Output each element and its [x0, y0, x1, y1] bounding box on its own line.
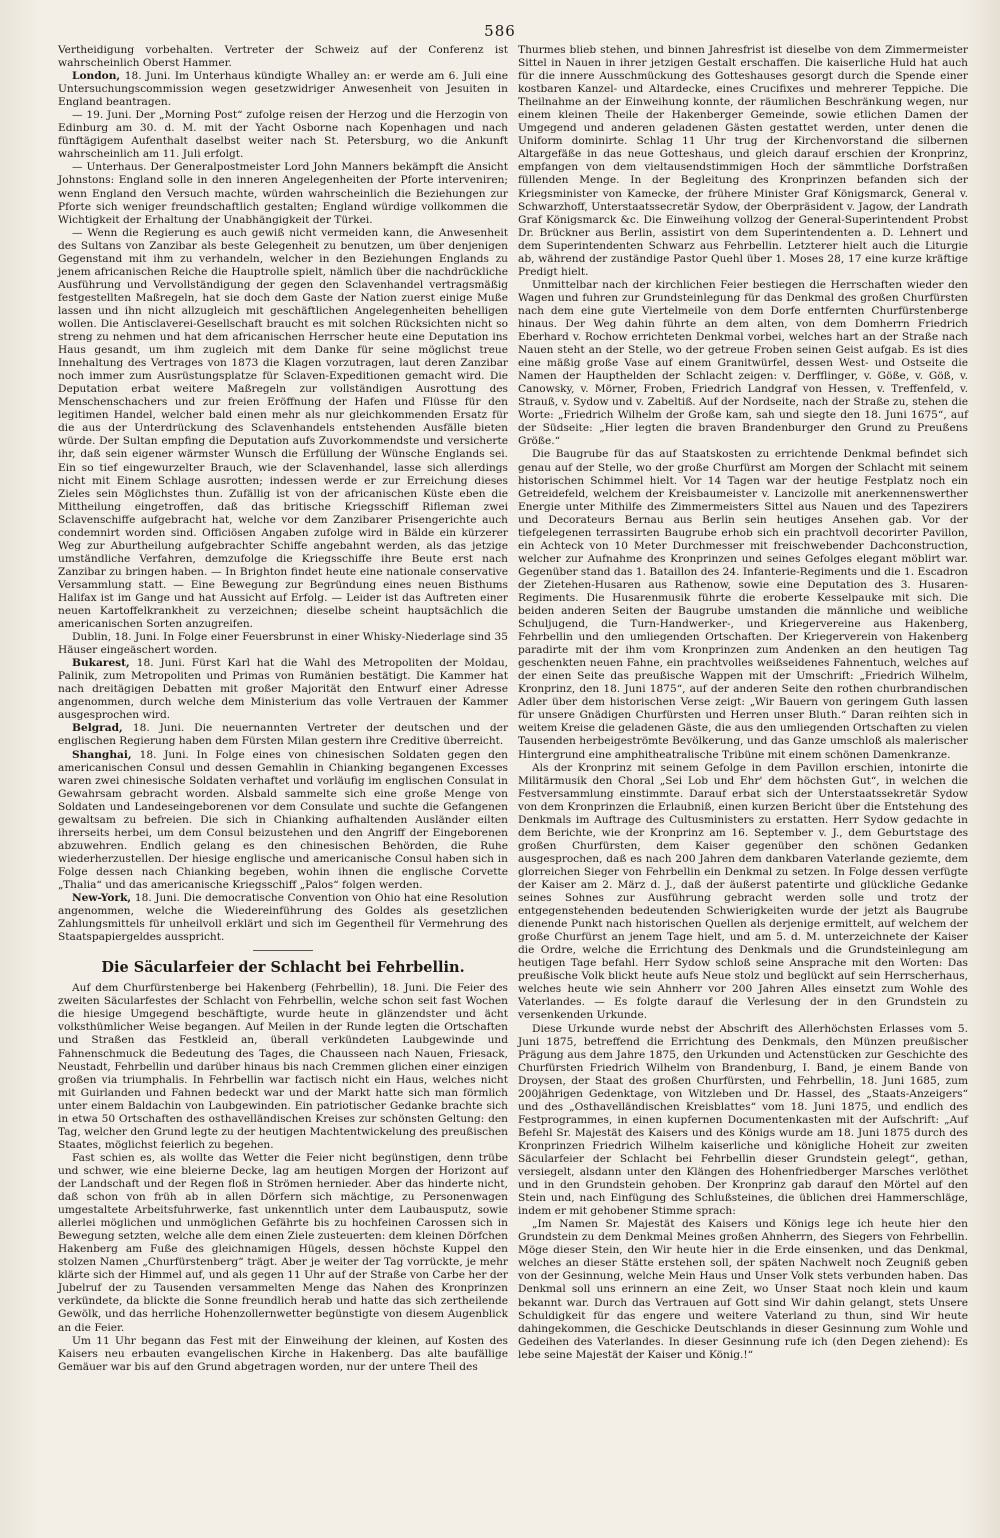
paragraph-text: Dublin, 18. Juni. In Folge einer Feuersbrunst in einer Whisky-Niederlage sind 35 Häuser eingeäschert worden.: [58, 631, 508, 657]
article-paragraph: Diese Urkunde wurde nebst der Abschrift des Allerhöchsten Erlasses vom 5. Juni 1875, betreffend die Errichtung des Denkmals, den Münzen preußischer Prägung aus dem Jahre 1875, den Urkunden und Actenstücken zur Geschichte des Churfürsten Friedrich Wilhelm von Brandenburg, I. Band, je einem Bande von Droysen, der Staat des großen Churfürsten, und Fehrbellin, 18. Juni 1685, zum 200jährigen Gedenktage, von Witzleben und Dr. Hassel, des „Staats-Anzeigers“ und des „Osthavelländischen Kreisblattes“ vom 18. Juni 1875, und endlich des Festprogrammes, in einen kupfernen Documentenkasten mit der Aufschrift: „Auf Befehl Sr. Majestät des Kaisers und des Königs wurde am 18. Juni 1875 durch des Kronprinzen Friedrich Wilhelm kaiserliche und königliche Hoheit zur zweiten Säcularfeier der Schlacht bei Fehrbellin dieser Grundstein gelegt“, gethan, versiegelt, alsdann unter den Klängen des Hohenfriedberger Marsches verlöthet und in den Grundstein gehoben. Der Kronprinz gab darauf den Mörtel auf den Stein und, nach Einfügung des Schlußsteines, die üblichen drei Hammerschläge, indem er mit gehobener Stimme sprach:: [518, 1022, 968, 1218]
article-paragraph: Als der Kronprinz mit seinem Gefolge in dem Pavillon erschien, intonirte die Militärmusik den Choral „Sei Lob und Ehr' dem höchsten Gut“, in welchen die Festversammlung einstimmte. Darauf erbat sich der Unterstaatssekretär Sydow von dem Kronprinzen die Erlaubniß, einen kurzen Bericht über die Entstehung des Denkmals im Auftrage des Cultusministers zu erstatten. Herr Sydow gedachte in dem Berichte, wie der Kronprinz am 16. September v. J., dem Geburtstage des großen Churfürsten, dem Kaiser gegenüber den schönen Gedanken ausgesprochen, daß es nach 200 Jahren dem dankbaren Vaterlande geziemte, dem glorreichen Sieger von Fehrbellin ein Denkmal zu setzen. In Folge dessen verfügte der Kaiser am 2. März d. J., daß der äußerst patentirte und glückliche Gedanke seines Sohnes zur Ausführung gebracht werden solle und trotz der entgegenstehenden bedeutenden Schwierigkeiten wurde der jetzt als Baugrube dienende Punkt nach historischen Quellen als derjenige ermittelt, auf welchem der große Churfürst an jenem Tage hielt, und am 5. d. M. unterzeichnete der Kaiser die Ordre, welche die Errichtung des Denkmals und die Grundsteinlegung am heutigen Tage befahl. Herr Sydow schloß seine Ansprache mit den Worten: Das preußische Volk blickt heute aufs Neue stolz und beglückt auf sein Herrscherhaus, welches heute wie sein Ahnherr vor 200 Jahren Alles einsetzt zum Wohle des Vaterlandes. — Es folgte darauf die Verlesung der in den Grundstein zu versenkenden Urkunde.: [518, 761, 968, 1022]
news-paragraph: [58, 657, 508, 722]
article-paragraph: „Im Namen Sr. Majestät des Kaisers und Königs lege ich heute hier den Grundstein zu dem Denkmal Meines großen Ahnherrn, des Siegers von Fehrbellin. Möge dieser Stein, den Wir heute hier in die Erde einsenken, und das Denkmal, welches an dieser Stätte erstehen soll, der späten Nachwelt noch Zeugniß geben von der Gesinnung, welche Mein Haus und Unser Volk stets verbunden haben. Das Denkmal soll uns erinnern an eine Zeit, wo Unser Staat noch klein und kaum bekannt war. Durch das Vertrauen auf Gott sind Wir dahin gelangt, stets Unsere Schuldigkeit für das engere und weitere Vaterland zu thun, sind Wir heute dahingekommen, die Geschicke Deutschlands in dieser Gesinnung zum Wohle und Gedeihen des Vaterlandes. In dieser Gesinnung rufe ich (den Degen ziehend): Es lebe seine Majestät der Kaiser und König.!“: [518, 1218, 968, 1361]
news-paragraph: [58, 722, 508, 748]
article-paragraph: Um 11 Uhr begann das Fest mit der Einweihung der kleinen, auf Kosten des Kaisers neu erbauten evangelischen Kirche in Hakenberg. Das alte baufällige Gemäuer war bis auf den Grund abgetragen worden, nur der untere Theil des: [58, 1334, 508, 1373]
paragraph-text: 18. Juni. Die neuernannten Vertreter der deutschen und der englischen Regierung haben dem Fürsten Milan gestern ihre Creditive überreicht.: [58, 722, 509, 748]
dateline: Bukarest,: [72, 657, 137, 670]
news-paragraph: [58, 227, 508, 631]
right-column: [518, 44, 968, 1362]
news-paragraph: [58, 892, 508, 944]
paragraph-text: — Wenn die Regierung es auch gewiß nicht vermeiden kann, die Anwesenheit des Sultans von Zanzibar als beste Gelegenheit zu benutzen, um über denjenigen Gegenstand mit ihm zu verhandeln, welcher in den Beziehungen Englands zu jenem africanischen Reiche die Hauptrolle spielt, nämlich über die nachdrückliche Ausführung und Vervollständigung der gegen den Sclavenhandel vertragsmäßig festgestellten Maßregeln, hat sie doch dem Gaste der Nation zuerst einige Muße lassen und ihn nicht allzugleich mit geschäftlichen Angelegenheiten behelligen wollen. Die Antisclaverei-Gesellschaft braucht es mit solchen Rücksichten nicht so streng zu nehmen und hat dem africanischen Herrscher heute eine Deputation ins Haus gesandt, um ihm zugleich mit dem Danke für seine möglichst treue Innehaltung des Vertrages von 1873 die Klagen vorzutragen, laut deren Zanzibar noch immer zum Ausrüstungsplatze für Sclaven-Expeditionen gemacht wird. Die Deputation erbat weitere Maßregeln zur vollständigen Ausrottung des Menschenschachers und zur freien Eröffnung der Hafen und Flüsse für den legitimen Handel, welcher bald einen mehr als nur gleichkommenden Ersatz für die aus der Unterdrückung des Sclavenhandels entstehenden Ausfälle bieten würde. Der Sultan empfing die Deputation aufs Zuvorkommendste und versicherte ihr, daß sein eigener wärmster Wunsch die Erfüllung der Wünsche Englands sei. Ein so tief eingewurzelter Brauch, wie der Sclavenhandel, lasse sich allerdings nicht mit Einem Schlage ausrotten; indessen werde er zur Erreichung dieses Zieles sein Möglichstes thun. Zufällig ist von der africanischen Küste eben die Mittheilung eingetroffen, daß das britische Kriegsschiff Rifleman zwei Sclavenschiffe aufgebracht hat, welche vor dem Zanzibarer Prisengerichte auch condemnirt worden sind. Officiösen Angaben zufolge wird in Bälde ein kürzerer Weg zur Aburtheilung aufgebrachter Schiffe angebahnt werden, als das jetzige umständliche Verfahren, demzufolge die Kriegsschiffe ihre Beute erst nach Zanzibar zu bringen haben. — In Brighton findet heute eine nationale conservative Versammlung statt. — Eine Bewegung zur Begründung eines neuen Bisthums Halifax ist im Gange und hat Aussicht auf Erfolg. — Leider ist das Auftreten einer neuen Kartoffelkrankheit zu verzeichnen; dieselbe scheint hauptsächlich die americanischen Sorten anzugreifen.: [58, 226, 508, 631]
left-column: [58, 44, 508, 1374]
paragraph-text: Vertheidigung vorbehalten. Vertreter der Schweiz auf der Conferenz ist wahrscheinlich Oberst Hammer.: [58, 44, 508, 70]
article-headline: Die Säcularfeier der Schlacht bei Fehrbellin.: [101, 959, 465, 977]
article-paragraph: Die Baugrube für das auf Staatskosten zu errichtende Denkmal befindet sich genau auf der Stelle, wo der große Churfürst am Morgen der Schlacht mit seinem historischen Schimmel hielt. Vor 14 Tagen war der heutige Festplatz noch ein Getreidefeld, welchem der Kreisbaumeister v. Lancizolle mit anerkennenswerther Energie unter Mithilfe des Zimmermeisters Sittel aus Nauen und des Tapezirers und Decorateurs Bernau aus Berlin sein heutiges Ansehen gab. Vor der tiefgelegenen terrassirten Baugrube erhob sich ein prachtvoll decorirter Pavillon, ein Achteck von 10 Meter Durchmesser mit freischwebender Dachconstruction, welcher zur Aufnahme des Kronprinzen und seines Gefolges elegant möblirt war. Gegenüber stand das 1. Bataillon des 24. Infanterie-Regiments und die 1. Escadron der Zietehen-Husaren aus Rathenow, sowie eine Deputation des 3. Husaren-Regiments. Die Husarenmusik führte die eroberte Kesselpauke mit sich. Die beiden anderen Seiten der Baugrube umstanden die männliche und weibliche Schuljugend, die Turn-Handwerker-, und Kriegervereine aus Hakenberg, Fehrbellin und den umliegenden Ortschaften. Der Kriegerverein von Hakenberg paradirte mit der ihm vom Kronprinzen zum Andenken an den heutigen Tag geschenkten neuen Fahne, ein prachtvolles weißseidenes Fahnentuch, welches auf der einen Seite das preußische Wappen mit der Umschrift: „Friedrich Wilhelm, Kronprinz, den 18. Juni 1875“, auf der anderen Seite den rothen churbrandischen Adler über dem historischen Verse zeigt: „Wir Bauern von geringem Guth lassen für unsere Gnädigen Churfürsten und Herren unser Bluth.“ Daran reihten sich in weitem Kreise die geladenen Gäste, die aus den umliegenden Ortschaften zu vielen Tausenden herbeigeströmte Bevölkerung, und das Ganze umschloß als malerischer Hintergrund eine amphitheatralische Tribüne mit einem schönen Damenkranze.: [518, 448, 968, 761]
news-paragraph: [58, 70, 508, 109]
news-paragraph: [58, 44, 508, 70]
news-paragraph: [58, 631, 508, 657]
article-paragraph: Auf dem Churfürstenberge bei Hakenberg (Fehrbellin), 18. Juni. Die Feier des zweiten Säcularfestes der Schlacht von Fehrbellin, welche schon seit fast Wochen die hiesige Umgegend beschäftigte, wurde heute in glänzendster und ächt volksthümlicher Weise begangen. Auf Meilen in der Runde legten die Ortschaften und Straßen das Festkleid an, überall verkündeten Laubgewinde und Fahnenschmuck die Bedeutung des Tages, die Chausseen nach Nauen, Friesack, Neustadt, Fehrbellin und darüber hinaus bis nach Cremmen glichen einer einzigen großen via triumphalis. In Fehrbellin war factisch nicht ein Haus, welches nicht mit Guirlanden und Fahnen bedeckt war und der Markt hatte sich man förmlich unter einem Baldachin von Laubgewinden. Ein patriotischer Gedanke brachte sich in etwa 50 Ortschaften des osthavelländischen Kreises zur schönsten Geltung: den Tag, welcher den Grund legte zu der heutigen Machtentwickelung des preußischen Staates, möglichst feierlich zu begehen.: [58, 982, 508, 1151]
separator-rule: [253, 950, 313, 951]
paragraph-text: — Unterhaus. Der Generalpostmeister Lord John Manners bekämpft die Ansicht Johnstons: England solle in den inneren Angelegenheiten der Pforte interveniren; wenn England den Versuch machte, würden wahrscheinlich die Beziehungen zur Pforte sich weniger freundschaftlich gestalten; England würdige vollkommen die Wichtigkeit der Erhaltung der Unabhängigkeit der Türkei.: [58, 161, 508, 226]
paragraph-text: 18. Juni. Die democratische Convention von Ohio hat eine Resolution angenommen, welche die Wiedereinführung des Goldes als gesetzlichen Zahlungsmittels für unheilvoll erklärt und sich im Gegentheil für Vermehrung des Staatspapiergeldes ausspricht.: [58, 892, 508, 944]
page-number: 586: [484, 22, 516, 40]
paragraph-text: 18. Juni. Fürst Karl hat die Wahl des Metropoliten der Moldau, Palinik, zum Metropoliten und Primas von Rumänien bestätigt. Die Kammer hat nach dreitägigen Debatten mit großer Majorität den Entwurf einer Adresse angenommen, durch welche dem Ministerium das volle Vertrauen der Kammer ausgesprochen wird.: [58, 657, 509, 722]
article-paragraph: Thurmes blieb stehen, und binnen Jahresfrist ist dieselbe von dem Zimmermeister Sittel in Nauen in ihrer jetzigen Gestalt erschaffen. Die kaiserliche Huld hat auch für die innere Ausschmückung des Gotteshauses gesorgt durch die Spende einer kostbaren Kanzel- und Altardecke, eines Crucifixes und mehrerer Teppiche. Die Theilnahme an der Einweihung konnte, der räumlichen Beschränkung wegen, nur einem kleinen Theile der Hakenberger Gemeinde, sowie etlichen Damen der Umgegend und anderen geladenen Gästen gestattet werden, unter denen die Uniform dominirte. Schlag 11 Uhr trug der Kirchenvorstand die silbernen Altargefäße in das neue Gotteshaus, und gleich darauf erschien der Kronprinz, empfangen von dem vieltausendstimmigen Hoch der sämmtliche Dorfstraßen füllenden Menge. In der Begleitung des Kronprinzen befanden sich der Kriegsminister von Kamecke, der frühere Minister Graf Königsmarck, General v. Schwarzhoff, Unterstaatssecretär Sydow, der Oberpräsident v. Jagow, der Landrath Graf Königsmarck &c. Die Einweihung vollzog der General-Superintendent Probst Dr. Brückner aus Berlin, assistirt von dem Superintendenten a. D. Lehnert und dem Superintendenten Schwarz aus Fehrbellin. Letzterer hielt auch die Liturgie ab, während der zuständige Pastor Quehl über 1. Moses 28, 17 eine kurze kräftige Predigt hielt.: [518, 44, 968, 278]
dateline: London,: [72, 70, 125, 83]
news-paragraph: [58, 109, 508, 161]
paragraph-text: — 19. Juni. Der „Morning Post“ zufolge reisen der Herzog und die Herzogin von Edinburg am 30. d. M. mit der Yacht Osborne nach Kopenhagen und nach fünftägigem Aufenthalt daselbst weiter nach St. Petersburg, wo die Ankunft wahrscheinlich am 11. Juli erfolgt.: [58, 109, 508, 161]
dateline: New-York,: [72, 892, 135, 905]
news-paragraph: [58, 749, 508, 893]
paragraph-text: 18. Juni. In Folge eines von chinesischen Soldaten gegen den americanischen Consul und dessen Gemahlin in Chianking begangenen Excesses waren zwei chinesische Soldaten verhaftet und vorläufig im englischen Consulat in Gewahrsam gebracht worden. Alsbald sammelte sich eine große Menge von Soldaten und Landeseingeborenen vor dem Consulate und suchte die Gefangenen gewaltsam zu befreien. Die sich in Chianking aufhaltenden Ausländer eilten ihrerseits herbei, um dem Consul beizustehen und den Angriff der Eingeborenen abzuwehren. Endlich gelang es den chinesischen Behörden, die Ruhe wiederherzustellen. Der hiesige englische und americanische Consul haben sich in Folge dessen nach Chianking begeben, wohin ihnen die englische Corvette „Thalia“ und das americanische Kriegsschiff „Palos“ folgen werden.: [58, 748, 508, 891]
dateline: Belgrad,: [72, 722, 133, 735]
article-paragraph: Fast schien es, als wollte das Wetter die Feier nicht begünstigen, denn trübe und schwer, wie eine bleierne Decke, lag am heutigen Morgen der Horizont auf der Landschaft und der Regen floß in Strömen hernieder. Aber das hinderte nicht, daß schon von früh ab in allen Dörfern sich mächtige, zu Personenwagen umgestaltete Arbeitsfuhrwerke, fast unkenntlich unter dem Laubausputz, sowie allerlei möglichen und unmöglichen Gefährte bis zu hochfeinen Carossen sich in Bewegung setzten, welche alle dem einen Ziele zusteuerten: dem kleinen Dörfchen Hakenberg am Fuße des gleichnamigen Hügels, dessen höchste Kuppel den stolzen Namen „Churfürstenberg“ trägt. Aber je weiter der Tag vorrückte, je mehr klärte sich der Himmel auf, und als gegen 11 Uhr auf der Straße von Carbe her der Jubelruf der zu Tausenden versammelten Menge das Nahen des Kronprinzen verkündete, da blickte die Sonne freundlich herab und hatte das sich zertheilende Gewölk, und das herrliche Hohenzollernwetter begünstigte von diesem Augenblick an die Feier.: [58, 1151, 508, 1334]
news-paragraph: [58, 161, 508, 226]
dateline: Shanghai,: [72, 748, 140, 761]
paragraph-text: 18. Juni. Im Unterhaus kündigte Whalley an: er werde am 6. Juli eine Untersuchungscommission wegen gesetzwidriger Anwesenheit von Jesuiten in England beantragen.: [58, 70, 508, 109]
article-paragraph: Unmittelbar nach der kirchlichen Feier bestiegen die Herrschaften wieder den Wagen und fuhren zur Grundsteinlegung für das Denkmal des großen Churfürsten nach dem eine gute Viertelmeile von dem Dorfe entfernten Churfürstenberge hinaus. Der Weg dahin führte an dem alten, von dem Domherrn Friedrich Eberhard v. Rochow errichteten Denkmal vorbei, welches hart an der Straße nach Nauen steht an der Stelle, wo der getreue Froben seinen Geist aufgab. Es ist dies eine mäßig große Vase auf einem Granitwürfel, dessen West- und Ostseite die Namen der Haupthelden der Schlacht zeigen: v. Derfflinger, v. Göße, v. Göß, v. Canowsky, v. Mörner, Froben, Friedrich Landgraf von Hessen, v. Treffenfeld, v. Strauß, v. Sydow und v. Zabeltiß. Auf der Nordseite, nach der Straße zu, stehen die Worte: „Friedrich Wilhelm der Große kam, sah und siegte den 18. Juni 1675“, auf der Südseite: „Hier legten die braven Brandenburger den Grund zu Preußens Größe.“: [518, 278, 968, 448]
